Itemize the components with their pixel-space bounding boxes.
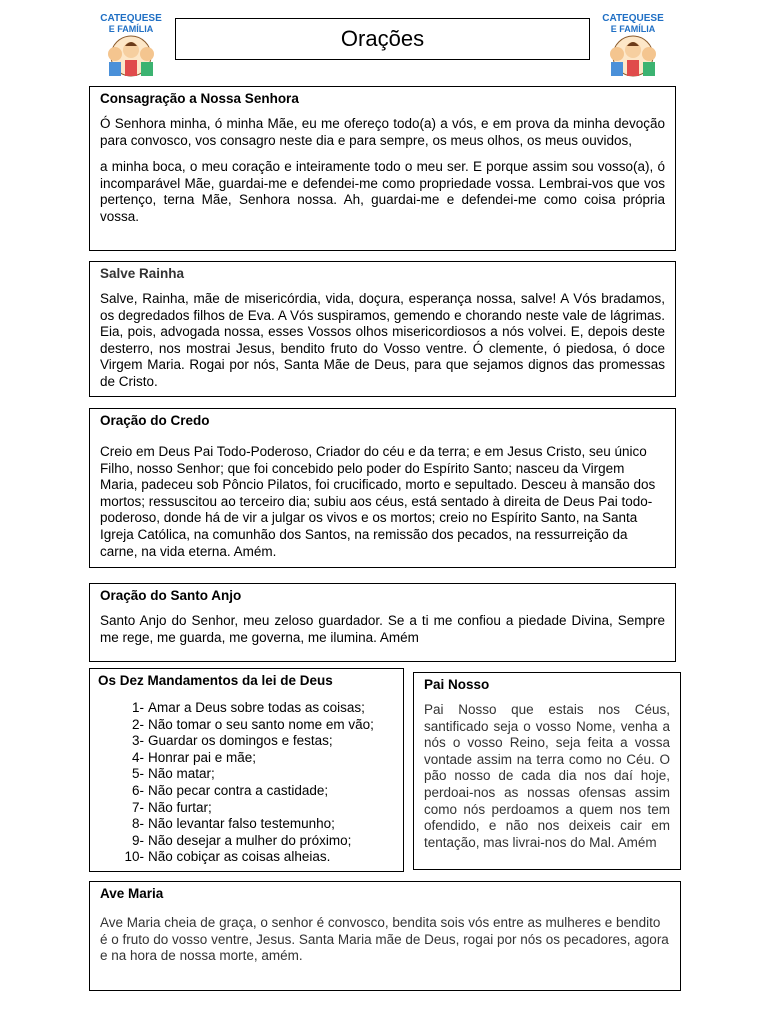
pai-nosso-box — [413, 672, 681, 870]
logo-text-line1: CATEQUESE — [100, 13, 162, 24]
pai-nosso-text: Pai Nosso que estais nos Céus, santificado seja o vosso Nome, venha a nós o vosso Reino, seja feita a vossa vontade assim na terra como no Céu. O pão nosso de cada dia nos daí hoje, perdoai-nos as nossas ofensas assim como nós perdoamos a quem nos tem ofendido, e não nos deixeis cair em tentação, mas livrai-nos do Mal. Amém — [424, 702, 670, 850]
credo-box — [89, 408, 676, 568]
list-item: 10- Não cobiçar as coisas alheias. — [124, 849, 331, 865]
ave-maria-heading: Ave Maria — [100, 886, 164, 901]
salve-rainha-text: Salve, Rainha, mãe de misericórdia, vida, doçura, esperança nossa, salve! A Vós bradamos, os degredados filhos de Eva. A Vós suspiramos, gemendo e chorando neste vale de lágrimas. Eia, pois, advogada nossa, esses Vossos olhos misericordiosos a nós volvei. E, depois deste desterro, nos mostrai Jesus, bendito fruto do Vosso ventre. Ó clemente, ó piedosa, ó doce Virgem Maria. Rogai por nós, Santa Mãe de Deus, para que sejamos dignos das promessas de Cristo. — [100, 291, 665, 389]
pai-nosso-heading: Pai Nosso — [424, 677, 490, 692]
santo-anjo-box — [89, 583, 676, 662]
catequese-familia-logo-right — [597, 10, 669, 82]
consagracao-heading: Consagração a Nossa Senhora — [100, 91, 299, 106]
logo-text-line1: CATEQUESE — [602, 13, 664, 24]
consagracao-paragraph-1: Ó Senhora minha, ó minha Mãe, eu me ofereço todo(a) a vós, e em prova da minha devoção para convosco, vos consagro neste dia e para sempre, os meus olhos, os meus ouvidos, — [100, 116, 665, 148]
credo-heading: Oração do Credo — [100, 413, 210, 428]
list-item: 3- Guardar os domingos e festas; — [131, 733, 333, 749]
ave-maria-box — [89, 881, 681, 991]
list-item: 1- Amar a Deus sobre todas as coisas; — [131, 700, 365, 715]
santo-anjo-heading: Oração do Santo Anjo — [100, 588, 242, 603]
logo-text-line2: E FAMÍLIA — [610, 24, 656, 34]
list-item: 8- Não levantar falso testemunho; — [131, 816, 335, 832]
consagracao-box — [89, 86, 676, 251]
list-item: 2- Não tomar o seu santo nome em vão; — [131, 716, 374, 732]
santo-anjo-text: Santo Anjo do Senhor, meu zeloso guardador. Se a ti me confiou a piedade Divina, Sempre me rege, me guarda, me governa, me ilumina. Amém — [100, 613, 665, 645]
consagracao-paragraph-2: a minha boca, o meu coração e inteiramente todo o meu ser. E porque assim sou vosso(a), ó incomparável Mãe, guardai-me e defendei-me como propriedade vossa. Lembrai-vos que vos pertenço, terna Mãe, Senhora nossa. Ah, guardai-me e defendei-me como coisa própria vossa. — [100, 159, 665, 224]
salve-rainha-box — [89, 261, 676, 397]
mandamentos-heading: Os Dez Mandamentos da lei de Deus — [98, 673, 333, 688]
list-item: 5- Não matar; — [131, 766, 215, 782]
page-title: Orações — [175, 18, 590, 60]
catequese-familia-logo-left — [95, 10, 167, 82]
credo-text: Creio em Deus Pai Todo-Poderoso, Criador do céu e da terra; e em Jesus Cristo, seu único Filho, nosso Senhor; que foi concebido pelo poder do Espírito Santo; nasceu da Virgem Maria, padeceu sob Pôncio Pilatos, foi crucificado, morto e sepultado. Desceu à mansão dos mortos; ressuscitou ao terceiro dia; subiu aos céus, está sentado à direita de Deus Pai todo-poderoso, donde há de vir a julgar os vivos e os mortos; creio no Espírito Santo, na Santa Igreja Católica, na comunhão dos Santos, na remissão dos pecados, na ressurreição da carne, na vida eterna. Amém. — [100, 444, 656, 559]
list-item: 6- Não pecar contra a castidade; — [131, 782, 329, 798]
list-item: 9- Não desejar a mulher do próximo; — [131, 832, 352, 848]
logo-text-line2: E FAMÍLIA — [108, 24, 154, 34]
list-item: 4- Honrar pai e mãe; — [131, 749, 257, 765]
mandamentos-box — [89, 668, 404, 872]
list-item: 7- Não furtar; — [131, 799, 212, 815]
ave-maria-text: Ave Maria cheia de graça, o senhor é convosco, bendita sois vós entre as mulheres e bendito é o fruto do vosso ventre, Jesus. Santa Maria mãe de Deus, rogai por nós os pecadores, agora e na hora de nossa morte, amém. — [100, 915, 669, 964]
mandamentos-list — [98, 700, 395, 866]
salve-rainha-heading: Salve Rainha — [100, 266, 185, 281]
